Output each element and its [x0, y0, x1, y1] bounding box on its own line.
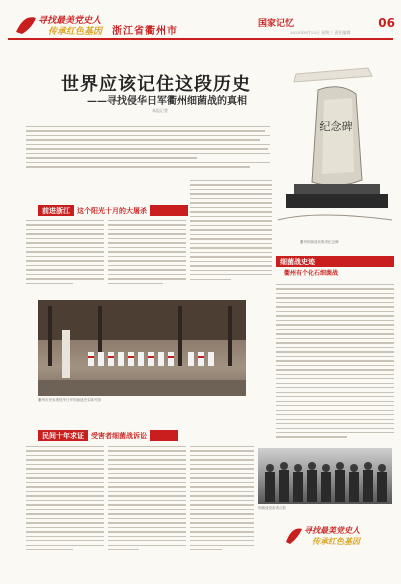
monument-photo	[276, 60, 394, 246]
page-title: 世界应该记住这段历史	[61, 74, 251, 95]
section-title: 衢州有个化石细菌战	[284, 270, 339, 277]
header-meta: 2025年8月13日 星期三 责任编辑	[290, 30, 351, 35]
svg-text:寻找最美党史人: 寻找最美党史人	[304, 525, 360, 535]
text-column	[190, 180, 272, 283]
section-tag: 民间十年求证	[42, 431, 84, 440]
group-photo	[258, 448, 392, 504]
header-rule	[8, 38, 393, 40]
text-column	[276, 284, 394, 441]
text-column	[26, 446, 104, 554]
page-number: 06	[378, 16, 395, 30]
text-column	[108, 220, 186, 287]
svg-text:传承红色基因: 传承红色基因	[48, 27, 103, 37]
text-column	[108, 446, 186, 554]
text-column	[26, 220, 104, 287]
campaign-logo-bottom	[284, 520, 394, 548]
page-subtitle: ——寻找侵华日军衢州细菌战的真相	[87, 96, 247, 107]
svg-text:传承红色基因: 传承红色基因	[312, 536, 360, 546]
svg-text:寻找最美党史人: 寻找最美党史人	[38, 16, 102, 26]
monument-inscription: 纪念碑	[319, 120, 353, 133]
section-tag: 前进浙江	[42, 206, 70, 215]
byline: 本报记者	[152, 108, 168, 113]
section-banner-3	[38, 430, 178, 441]
city-name: 浙江省衢州市	[112, 26, 178, 37]
section-banner-2	[276, 256, 394, 267]
section-tag: 细菌战史迹	[280, 257, 315, 266]
section-title: 这个阳光十月的大屠杀	[74, 205, 150, 216]
section-banner-1	[38, 205, 188, 216]
monument-caption: 衢州细菌战死难者纪念碑	[300, 240, 339, 244]
section-label: 国家记忆	[258, 19, 295, 29]
text-column	[190, 446, 254, 554]
photo-caption: 衢州市民参观侵华日军细菌战史实陈列馆	[38, 398, 101, 402]
ceremony-photo	[38, 300, 246, 396]
group-caption: 细菌战受害者合影	[258, 506, 286, 510]
section-title: 受害者细菌战诉讼	[88, 430, 150, 441]
intro-text	[26, 126, 270, 176]
